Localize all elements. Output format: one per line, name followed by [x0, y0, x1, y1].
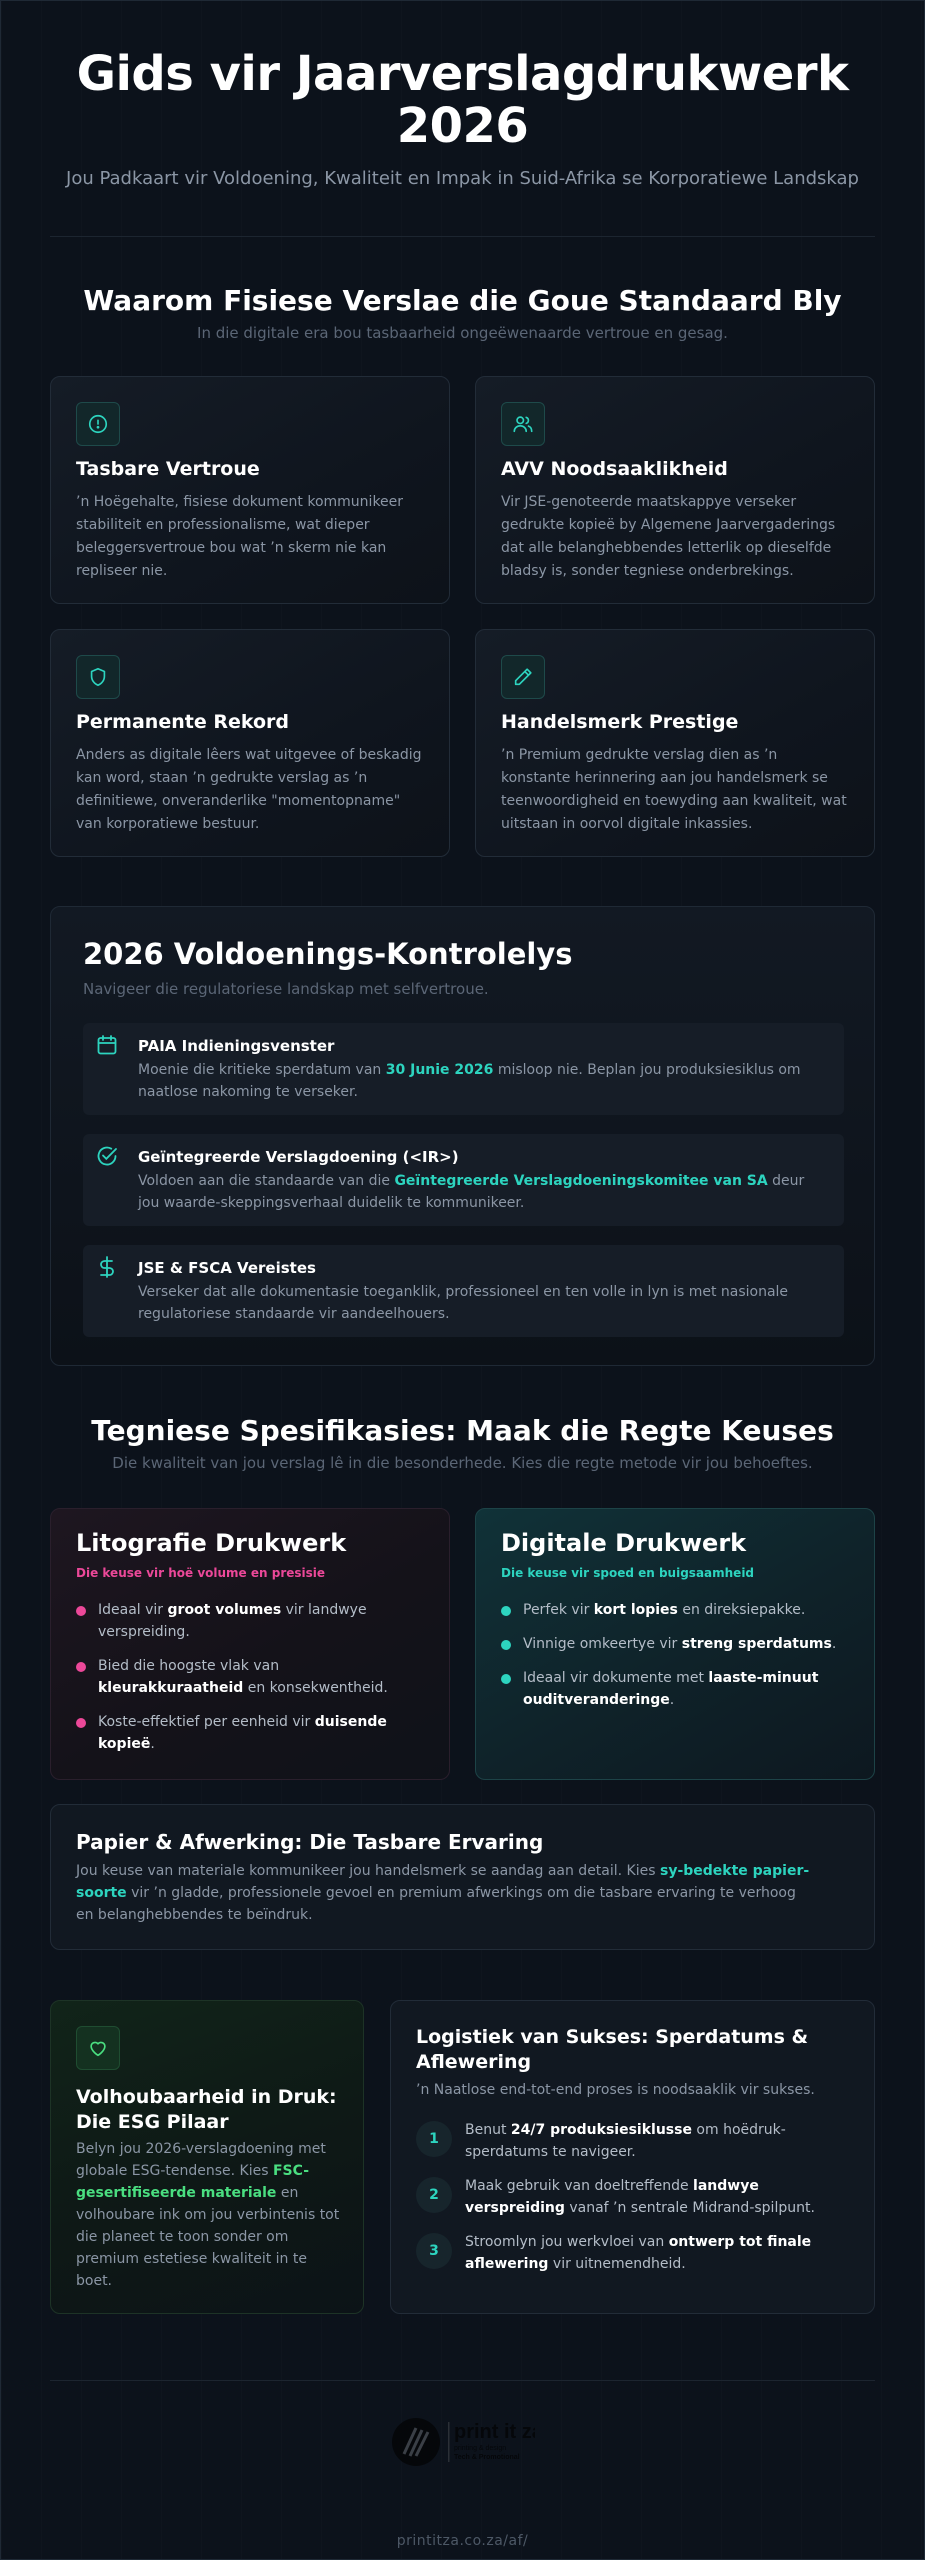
step-text: Benut 24/7 produksiesiklusse om hoëdruk-sperdatums te navigeer.	[465, 2122, 786, 2160]
paper-title: Papier & Afwerking: Die Tasbare Ervaring	[76, 1830, 544, 1854]
digital-tag: Die keuse vir spoed en buigsaamheid	[501, 1566, 755, 1580]
checklist-item	[83, 1023, 844, 1115]
checklist-item-title: JSE & FSCA Vereistes	[138, 1259, 316, 1277]
checklist-item-text: Verseker dat alle dokumentasie toeganklik, professioneel en ten volle in lyn is met nasionale regulatoriese standaarde vir aandeelhouers.	[138, 1284, 789, 1322]
checklist-item	[83, 1134, 844, 1226]
brand-logo[interactable]	[390, 2410, 535, 2474]
shield-icon	[76, 655, 120, 699]
footer-url[interactable]: printitza.co.za/af/	[396, 2533, 529, 2549]
esg-card	[50, 2000, 364, 2314]
step-text: Stroomlyn jou werkvloei van ontwerp tot finale aflewering vir uitnemendheid.	[465, 2234, 812, 2272]
compliance-checklist	[50, 906, 875, 1366]
list-item: Perfek vir kort lopies en direksiepakke.	[501, 1599, 849, 1621]
bullet-dot	[76, 1662, 86, 1672]
step-number: 3	[416, 2233, 452, 2269]
bullet-dot	[76, 1718, 86, 1728]
svg-text:Tech & Promotional: Tech & Promotional	[454, 2454, 520, 2461]
divider	[50, 2380, 875, 2381]
list-item: Ideaal vir dokumente met laaste-minuut ouditveranderinge.	[501, 1667, 849, 1711]
bullet-dot	[501, 1674, 511, 1684]
specs-section-header	[50, 1414, 875, 1472]
checklist-title: 2026 Voldoenings-Kontrolelys	[83, 937, 573, 971]
feature-card	[50, 376, 450, 604]
why-title: Waarom Fisiese Verslae die Goue Standaard Bly	[83, 284, 842, 317]
step-number: 2	[416, 2177, 452, 2213]
feature-title: Permanente Rekord	[76, 711, 289, 733]
litho-tag: Die keuse vir hoë volume en presisie	[76, 1566, 326, 1580]
hero	[50, 48, 875, 191]
list-item: Koste-effektief per eenheid vir duisende kopieë.	[76, 1711, 424, 1755]
feature-body: ’n Hoëgehalte, fisiese dokument kommunikeer stabiliteit en professionalisme, wat dieper beleggersvertroue bou wat ’n skerm nie kan repliseer nie.	[76, 494, 404, 579]
feature-title: Tasbare Vertroue	[76, 458, 260, 480]
feature-body: ’n Premium gedrukte verslag dien as ’n konstante herinnering aan jou handelsmerk se teenwoordigheid en toewyding aan kwaliteit, wat uitstaan in oorvol digitale inkassies.	[501, 747, 847, 832]
feature-body: Anders as digitale lêers wat uitgevee of beskadig kan word, staan ’n gedrukte verslag as ’n definitiewe, onveranderlike "momentopname" van korporatiewe bestuur.	[76, 747, 422, 832]
svg-text:print it za: print it za	[454, 2421, 535, 2443]
bullet-dot	[501, 1640, 511, 1650]
logistics-card	[390, 2000, 875, 2314]
list-item: Bied die hoogste vlak van kleurakkuraatheid en konsekwentheid.	[76, 1655, 424, 1699]
users-icon	[501, 402, 545, 446]
checklist-item-title: Geïntegreerde Verslagdoening (<IR>)	[138, 1148, 459, 1166]
why-section-header	[50, 284, 875, 342]
bullet-dot	[76, 1606, 86, 1616]
svg-text:printing & design: printing & design	[454, 2445, 507, 2452]
list-item: Vinnige omkeertye vir streng sperdatums.	[501, 1633, 849, 1655]
feature-card	[475, 629, 875, 857]
divider	[50, 236, 875, 237]
feature-card	[475, 376, 875, 604]
checklist-item-title: PAIA Indieningsvenster	[138, 1037, 335, 1055]
digital-list	[501, 1599, 849, 1723]
checklist-item-text: Moenie die kritieke sperdatum van 30 Junie 2026 misloop nie. Beplan jou produksiesiklus om naatlose nakoming te verseker.	[138, 1062, 801, 1100]
step-number: 1	[416, 2121, 452, 2157]
logistics-title: Logistiek van Sukses: Sperdatums & Aflewering	[416, 2026, 809, 2073]
dollar-icon	[95, 1255, 119, 1279]
paper-text: Jou keuse van materiale kommunikeer jou handelsmerk se aandag aan detail. Kies sy-bedekte papier-soorte vir ’n gladde, professionele gevoel en premium afwerkings om die tasbare ervaring te verhoog en belanghebbendes te beïndruk.	[76, 1863, 810, 1923]
compass-icon	[76, 402, 120, 446]
litho-card	[50, 1508, 450, 1780]
checklist-item-text: Voldoen aan die standaarde van die Geïntegreerde Verslagdoeningskomitee van SA deur jou waarde-skeppingsverhaal duidelik te kommunikeer.	[138, 1173, 805, 1211]
feature-title: AVV Noodsaaklikheid	[501, 458, 728, 480]
pencil-icon	[501, 655, 545, 699]
feature-title: Handelsmerk Prestige	[501, 711, 739, 733]
check-circle-icon	[95, 1144, 119, 1168]
checklist-item	[83, 1245, 844, 1337]
page-subtitle: Jou Padkaart vir Voldoening, Kwaliteit en Impak in Suid-Afrika se Korporatiewe Landskap	[66, 168, 859, 189]
calendar-icon	[95, 1033, 119, 1057]
feature-card	[50, 629, 450, 857]
specs-subtitle: Die kwaliteit van jou verslag lê in die besonderhede. Kies die regte metode vir jou behoeftes.	[112, 1454, 813, 1472]
list-item: Ideaal vir groot volumes vir landwye verspreiding.	[76, 1599, 424, 1643]
logistics-lead: ’n Naatlose end-tot-end proses is noodsaaklik vir sukses.	[416, 2082, 815, 2098]
why-subtitle: In die digitale era bou tasbaarheid ongeëwenaarde vertroue en gesag.	[197, 324, 728, 342]
litho-title: Litografie Drukwerk	[76, 1529, 347, 1557]
paper-card	[50, 1804, 875, 1950]
checklist-lead: Navigeer die regulatoriese landskap met selfvertroue.	[83, 980, 489, 998]
digital-card	[475, 1508, 875, 1780]
specs-title: Tegniese Spesifikasies: Maak die Regte Keuses	[91, 1414, 834, 1447]
litho-list	[76, 1599, 424, 1767]
feature-body: Vir JSE-genoteerde maatskappye verseker gedrukte kopieë by Algemene Jaarvergaderings dat alle belanghebbendes letterlik op dieselfde bladsy is, sonder tegniese onderbrekings.	[501, 494, 836, 579]
esg-text: Belyn jou 2026-verslagdoening met globale ESG-tendense. Kies FSC-gesertifiseerde materiale en volhoubare ink om jou verbintenis tot die planeet te toon sonder om premium estetiese kwaliteit in te boet.	[76, 2141, 340, 2289]
esg-title: Volhoubaarheid in Druk: Die ESG Pilaar	[76, 2086, 337, 2133]
heart-icon	[76, 2026, 120, 2070]
step-text: Maak gebruik van doeltreffende landwye verspreiding vanaf ’n sentrale Midrand-spilpunt.	[465, 2178, 815, 2216]
bullet-dot	[501, 1606, 511, 1616]
digital-title: Digitale Drukwerk	[501, 1529, 747, 1557]
page-title: Gids vir Jaarverslagdrukwerk 2026	[76, 46, 849, 154]
